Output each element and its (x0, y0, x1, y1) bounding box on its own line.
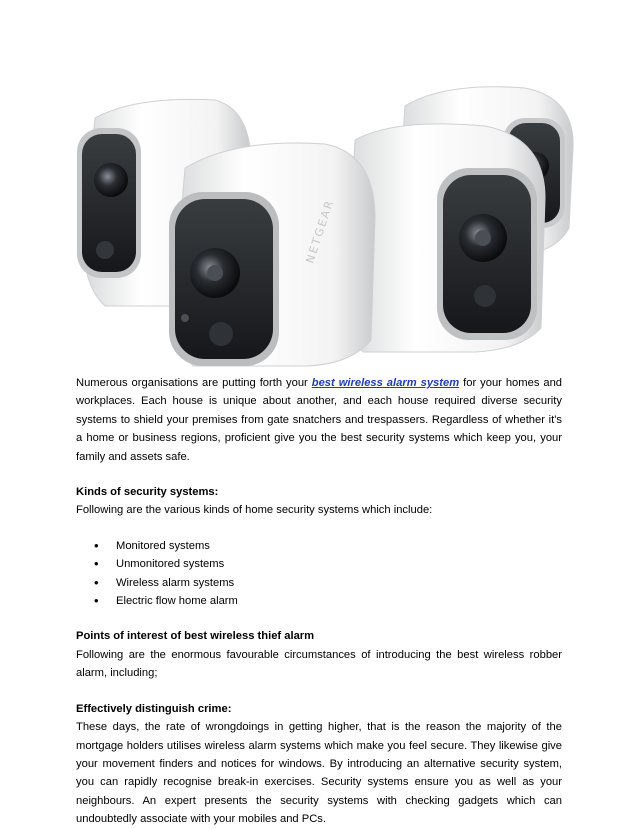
list-item: • Monitored systems (76, 537, 562, 555)
article-body (76, 374, 562, 829)
kinds-intro: Following are the various kinds of home security systems which include: (76, 504, 433, 517)
kinds-heading: Kinds of security systems: (76, 486, 219, 499)
list-item: • Unmonitored systems (76, 555, 562, 573)
list-item: • Electric flow home alarm (76, 592, 562, 610)
kinds-list (76, 537, 562, 611)
list-item: • Wireless alarm systems (76, 574, 562, 592)
security-cameras-image (75, 78, 575, 368)
intro-paragraph (76, 374, 562, 466)
intro-text-after: for your homes and workplaces. Each house is unique about another, and each house required diverse security systems to shield your premises from gate snatchers and trespassers. Regardless of whether it's a home or business regions, proficient give you the best security systems which keep you, your family and assets safe. (76, 377, 563, 463)
benefits-text: Following are the enormous favourable circumstances of introducing the best wireless robber alarm, including; (76, 648, 562, 680)
camera-front-center (169, 143, 375, 366)
crime-heading: Effectively distinguish crime: (76, 702, 232, 715)
brand-logo-text: NETGEAR (303, 197, 337, 265)
benefits-heading: Points of interest of best wireless thief alarm (76, 630, 315, 643)
crime-text: These days, the rate of wrongdoings in getting higher, that is the reason the majority of the mortgage holders utilises wireless alarm systems which make you feel secure. They likewise give your movement finders and notices for windows. By introducing an alternative security system, you can rapidly recognise break-in exercises. Security systems ensure you as well as your neighbours. An expert presents the security systems with checking gadgets which can undoubtedly associate with your mobiles and PCs. (76, 721, 562, 826)
intro-text-before: Numerous organisations are putting forth your (76, 377, 308, 389)
camera-front-right (347, 124, 545, 352)
best-wireless-alarm-link[interactable]: best wireless alarm system (311, 377, 460, 389)
